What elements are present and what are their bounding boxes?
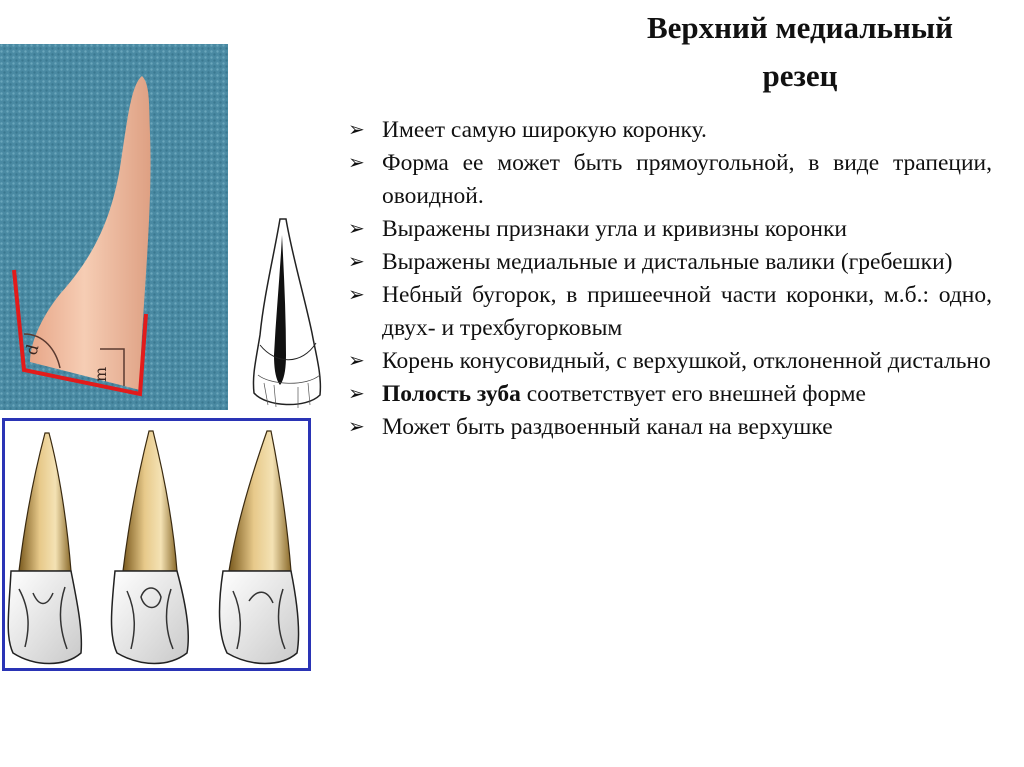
bullet-list	[346, 114, 992, 444]
bullet-item	[346, 147, 992, 213]
incisor-illustration	[8, 433, 81, 664]
label-distal: d	[21, 342, 43, 358]
bullet-text: Небный бугорок, в пришеечной части коронки, м.б.: одно, двух- и трехбугорковым	[382, 282, 992, 341]
incisor-illustrations	[5, 421, 308, 668]
bullet-arrow-icon: ➢	[348, 119, 365, 141]
bullet-text: Форма ее может быть прямоугольной, в виде трапеции, овоидной.	[382, 150, 992, 209]
bullet-arrow-icon: ➢	[348, 251, 365, 273]
slide-title	[560, 4, 1024, 100]
label-medial: m	[91, 366, 110, 382]
bullet-arrow-icon: ➢	[348, 152, 365, 174]
bullet-item	[346, 411, 992, 444]
incisor-illustration	[220, 431, 299, 664]
title-line-1: Верхний медиальный	[646, 10, 953, 45]
bullet-arrow-icon: ➢	[348, 350, 365, 372]
tooth-photo	[0, 44, 228, 410]
bullet-arrow-icon: ➢	[348, 284, 365, 306]
bullet-text: Корень конусовидный, с верхушкой, отклоненной дистально	[382, 348, 991, 374]
bullet-arrow-icon: ➢	[348, 383, 365, 405]
bullet-item	[346, 345, 992, 378]
bullet-text: Может быть раздвоенный канал на верхушке	[382, 414, 833, 440]
bullet-item	[346, 279, 992, 345]
bullet-item	[346, 378, 992, 411]
bullet-text: Имеет самую широкую коронку.	[382, 117, 707, 143]
bullet-text: Выражены медиальные и дистальные валики (гребешки)	[382, 249, 953, 275]
tooth-photo-svg	[0, 44, 228, 410]
incisor-illustration	[112, 431, 189, 664]
tooth-cross-section-drawing	[246, 215, 328, 415]
bullet-item	[346, 246, 992, 279]
incisor-illustrations-frame	[2, 418, 311, 671]
bullet-item	[346, 213, 992, 246]
tooth-drawing-svg	[246, 215, 328, 415]
bullet-text: Выражены признаки угла и кривизны коронки	[382, 216, 847, 242]
bullet-arrow-icon: ➢	[348, 218, 365, 240]
bullet-text: соответствует его внешней форме	[520, 381, 866, 407]
bullet-item	[346, 114, 992, 147]
title-line-2: резец	[762, 58, 838, 93]
bullet-bold-text: Полость зуба	[382, 381, 521, 407]
bullet-arrow-icon: ➢	[348, 416, 365, 438]
